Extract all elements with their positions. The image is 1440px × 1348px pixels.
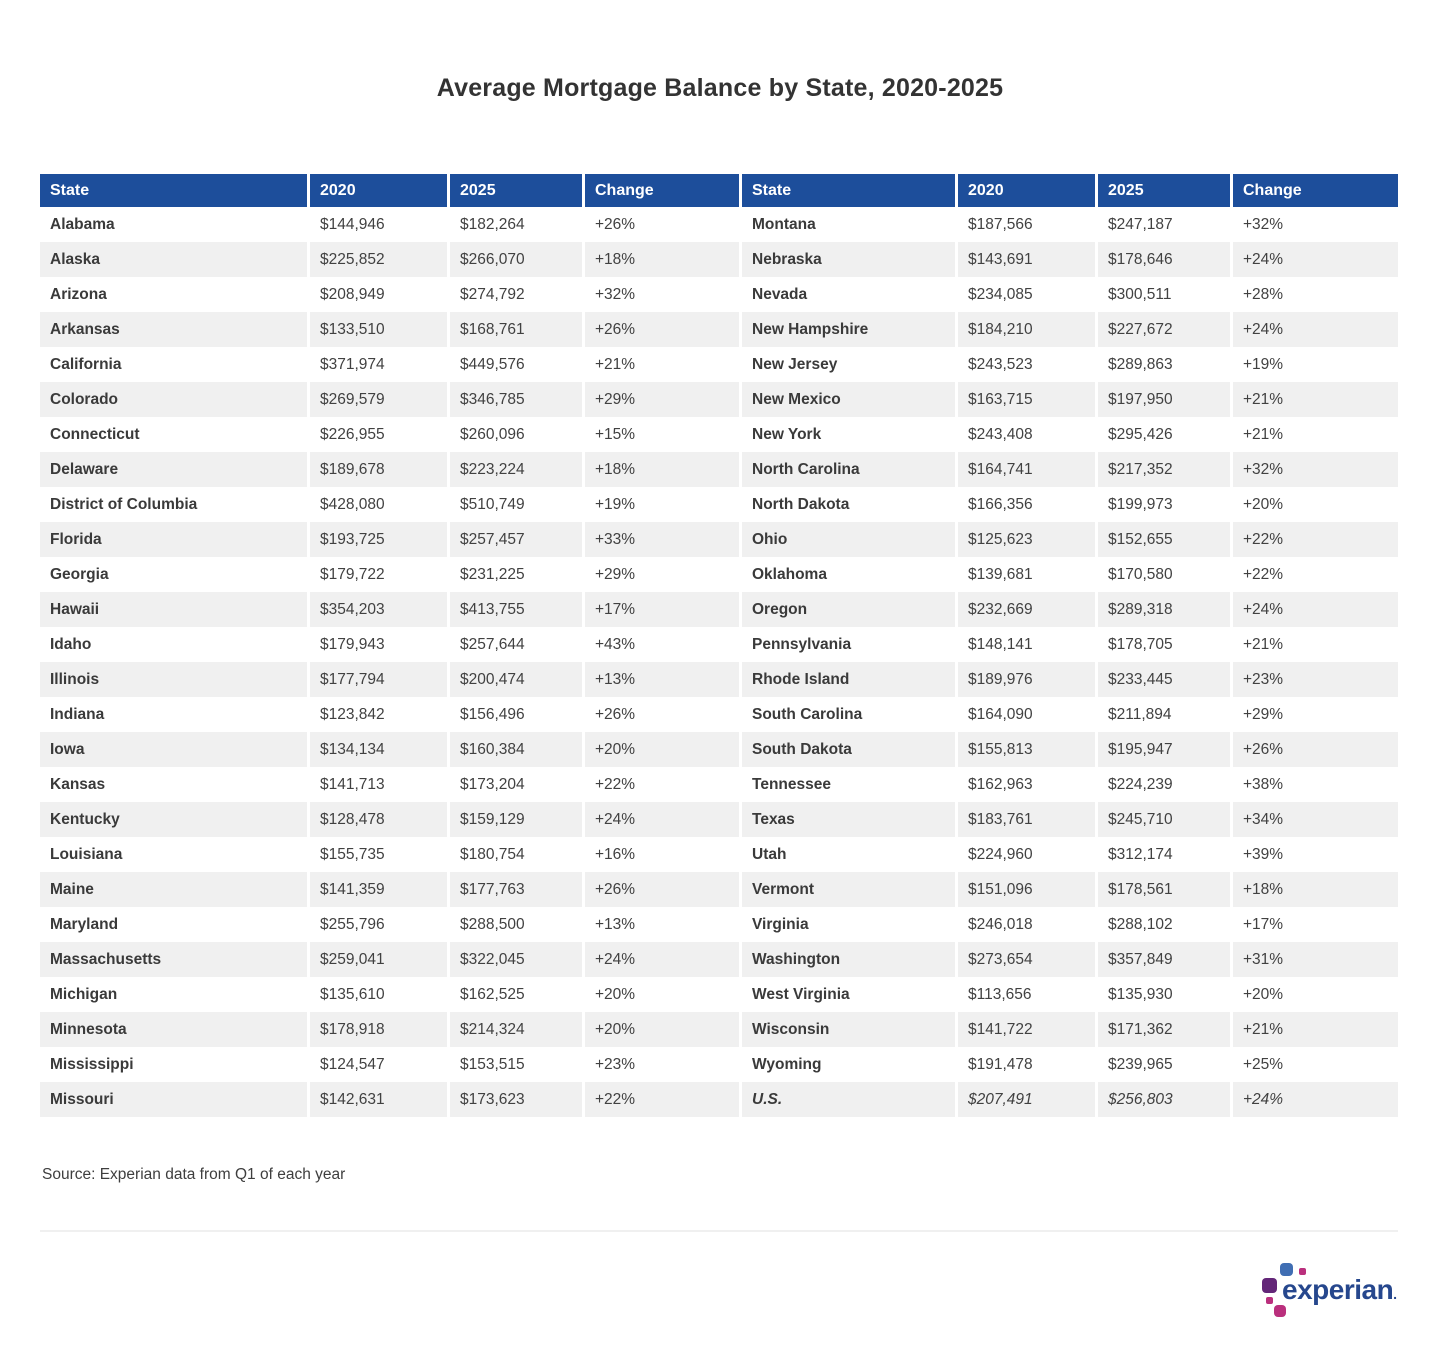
state-cell: Arizona bbox=[40, 277, 310, 312]
table-row bbox=[40, 592, 1398, 627]
state-cell: Pennsylvania bbox=[742, 627, 958, 662]
source-note: Source: Experian data from Q1 of each year bbox=[42, 1166, 346, 1183]
table-row bbox=[40, 417, 1398, 452]
table-header bbox=[40, 174, 1398, 207]
change-cell: +22% bbox=[585, 1082, 742, 1117]
change-cell: +19% bbox=[585, 487, 742, 522]
change-cell: +21% bbox=[1233, 1012, 1398, 1047]
balance-cell: $357,849 bbox=[1098, 942, 1233, 977]
balance-cell: $141,722 bbox=[958, 1012, 1098, 1047]
balance-cell: $133,510 bbox=[310, 312, 450, 347]
change-cell: +13% bbox=[585, 662, 742, 697]
balance-cell: $139,681 bbox=[958, 557, 1098, 592]
state-cell: Illinois bbox=[40, 662, 310, 697]
state-cell: Nebraska bbox=[742, 242, 958, 277]
balance-cell: $124,547 bbox=[310, 1047, 450, 1082]
balance-cell: $226,955 bbox=[310, 417, 450, 452]
table-row bbox=[40, 1012, 1398, 1047]
balance-cell: $243,408 bbox=[958, 417, 1098, 452]
balance-cell: $223,224 bbox=[450, 452, 585, 487]
balance-cell: $162,525 bbox=[450, 977, 585, 1012]
change-cell: +23% bbox=[1233, 662, 1398, 697]
balance-cell: $259,041 bbox=[310, 942, 450, 977]
header-2020-left: 2020 bbox=[310, 174, 450, 207]
balance-cell: $189,678 bbox=[310, 452, 450, 487]
state-cell: Missouri bbox=[40, 1082, 310, 1117]
state-cell: Alabama bbox=[40, 207, 310, 242]
table-row bbox=[40, 977, 1398, 1012]
change-cell: +24% bbox=[1233, 1082, 1398, 1117]
balance-cell: $125,623 bbox=[958, 522, 1098, 557]
balance-cell: $246,018 bbox=[958, 907, 1098, 942]
change-cell: +20% bbox=[585, 977, 742, 1012]
state-cell: North Dakota bbox=[742, 487, 958, 522]
balance-cell: $231,225 bbox=[450, 557, 585, 592]
change-cell: +26% bbox=[585, 872, 742, 907]
state-cell: South Dakota bbox=[742, 732, 958, 767]
balance-cell: $208,949 bbox=[310, 277, 450, 312]
balance-cell: $160,384 bbox=[450, 732, 585, 767]
balance-cell: $148,141 bbox=[958, 627, 1098, 662]
change-cell: +17% bbox=[585, 592, 742, 627]
state-cell: Idaho bbox=[40, 627, 310, 662]
state-cell: Maryland bbox=[40, 907, 310, 942]
experian-logo bbox=[1262, 1263, 1396, 1329]
balance-cell: $162,963 bbox=[958, 767, 1098, 802]
balance-cell: $144,946 bbox=[310, 207, 450, 242]
logo-magenta-square-icon bbox=[1274, 1305, 1286, 1317]
header-change-right: Change bbox=[1233, 174, 1398, 207]
state-cell: Delaware bbox=[40, 452, 310, 487]
balance-cell: $300,511 bbox=[1098, 277, 1233, 312]
state-cell: Louisiana bbox=[40, 837, 310, 872]
table-row bbox=[40, 277, 1398, 312]
state-cell: Oklahoma bbox=[742, 557, 958, 592]
balance-cell: $214,324 bbox=[450, 1012, 585, 1047]
state-cell: Florida bbox=[40, 522, 310, 557]
state-cell: New Mexico bbox=[742, 382, 958, 417]
change-cell: +22% bbox=[1243, 565, 1284, 583]
balance-cell: $207,491 bbox=[958, 1082, 1098, 1117]
logo-trademark-dot: . bbox=[1393, 1286, 1397, 1302]
table-row bbox=[40, 627, 1398, 662]
balance-cell: $449,576 bbox=[450, 347, 585, 382]
balance-cell: $180,754 bbox=[450, 837, 585, 872]
change-cell: +20% bbox=[1243, 495, 1284, 513]
change-cell: +26% bbox=[1233, 732, 1398, 767]
balance-cell: $295,426 bbox=[1098, 417, 1233, 452]
logo-magenta-dot-icon bbox=[1266, 1297, 1273, 1304]
balance-cell: $142,631 bbox=[310, 1082, 450, 1117]
state-cell: Hawaii bbox=[40, 592, 310, 627]
balance-cell: $173,204 bbox=[450, 767, 585, 802]
balance-cell: $123,842 bbox=[310, 697, 450, 732]
balance-cell: $179,722 bbox=[310, 557, 450, 592]
change-cell: +32% bbox=[585, 277, 742, 312]
change-cell: +18% bbox=[585, 242, 742, 277]
change-cell: +18% bbox=[585, 452, 742, 487]
balance-cell: $164,741 bbox=[958, 452, 1098, 487]
balance-cell: $510,749 bbox=[450, 487, 585, 522]
change-cell: +20% bbox=[585, 1012, 742, 1047]
change-cell: +43% bbox=[585, 627, 742, 662]
table-row bbox=[40, 732, 1398, 767]
change-cell: +28% bbox=[1243, 285, 1284, 303]
change-cell: +22% bbox=[1233, 522, 1398, 557]
state-cell: Colorado bbox=[40, 382, 310, 417]
table-body bbox=[40, 207, 1398, 1117]
balance-cell: $211,894 bbox=[1098, 697, 1233, 732]
state-cell: Connecticut bbox=[40, 417, 310, 452]
balance-cell: $151,096 bbox=[958, 872, 1098, 907]
balance-cell: $217,352 bbox=[1098, 452, 1233, 487]
state-cell: Vermont bbox=[742, 872, 958, 907]
balance-cell: $178,705 bbox=[1098, 627, 1233, 662]
state-cell: U.S. bbox=[742, 1082, 958, 1117]
change-cell: +24% bbox=[585, 802, 742, 837]
table-row bbox=[40, 942, 1398, 977]
state-cell: Nevada bbox=[742, 277, 958, 312]
balance-cell: $371,974 bbox=[310, 347, 450, 382]
balance-cell: $184,210 bbox=[958, 312, 1098, 347]
table-row bbox=[40, 697, 1398, 732]
balance-cell: $233,445 bbox=[1098, 662, 1233, 697]
header-state-right: State bbox=[742, 174, 958, 207]
balance-cell: $178,561 bbox=[1098, 872, 1233, 907]
change-cell: +29% bbox=[585, 382, 742, 417]
state-cell: Tennessee bbox=[742, 767, 958, 802]
balance-cell: $224,239 bbox=[1098, 767, 1233, 802]
balance-cell: $183,761 bbox=[958, 802, 1098, 837]
change-cell: +18% bbox=[1233, 872, 1398, 907]
change-cell: +33% bbox=[585, 522, 742, 557]
balance-cell: $288,500 bbox=[450, 907, 585, 942]
balance-cell: $134,134 bbox=[310, 732, 450, 767]
balance-cell: $257,457 bbox=[450, 522, 585, 557]
balance-cell: $143,691 bbox=[958, 242, 1098, 277]
header-2020-right: 2020 bbox=[958, 174, 1098, 207]
balance-cell: $195,947 bbox=[1098, 732, 1233, 767]
header-row bbox=[40, 174, 1398, 207]
balance-cell: $255,796 bbox=[310, 907, 450, 942]
balance-cell: $273,654 bbox=[958, 942, 1098, 977]
header-2025-left: 2025 bbox=[450, 174, 585, 207]
page-title: Average Mortgage Balance by State, 2020-2025 bbox=[436, 74, 1004, 102]
balance-cell: $141,713 bbox=[310, 767, 450, 802]
change-cell: +39% bbox=[1243, 845, 1284, 863]
balance-cell: $177,794 bbox=[310, 662, 450, 697]
table-row bbox=[40, 767, 1398, 802]
balance-cell: $197,950 bbox=[1098, 382, 1233, 417]
change-cell: +21% bbox=[1243, 425, 1284, 443]
balance-cell: $170,580 bbox=[1098, 557, 1233, 592]
state-cell: North Carolina bbox=[742, 452, 958, 487]
change-cell: +17% bbox=[1243, 915, 1284, 933]
balance-cell: $155,735 bbox=[310, 837, 450, 872]
balance-cell: $182,264 bbox=[450, 207, 585, 242]
state-cell: Montana bbox=[742, 207, 958, 242]
table-row bbox=[40, 312, 1398, 347]
balance-cell: $243,523 bbox=[958, 347, 1098, 382]
balance-cell: $260,096 bbox=[450, 417, 585, 452]
change-cell: +26% bbox=[585, 312, 742, 347]
balance-cell: $227,672 bbox=[1098, 312, 1233, 347]
table-row bbox=[40, 487, 1398, 522]
balance-cell: $274,792 bbox=[450, 277, 585, 312]
balance-cell: $177,763 bbox=[450, 872, 585, 907]
state-cell: Michigan bbox=[40, 977, 310, 1012]
balance-cell: $153,515 bbox=[450, 1047, 585, 1082]
change-cell: +38% bbox=[1243, 775, 1284, 793]
table-row bbox=[40, 802, 1398, 837]
change-cell: +25% bbox=[1243, 1055, 1284, 1073]
header-change-left: Change bbox=[585, 174, 742, 207]
change-cell: +13% bbox=[585, 907, 742, 942]
change-cell: +21% bbox=[1233, 382, 1398, 417]
balance-cell: $256,803 bbox=[1098, 1082, 1233, 1117]
balance-cell: $193,725 bbox=[310, 522, 450, 557]
balance-cell: $247,187 bbox=[1098, 207, 1233, 242]
state-cell: Washington bbox=[742, 942, 958, 977]
footer-divider bbox=[40, 1230, 1398, 1232]
state-cell: Iowa bbox=[40, 732, 310, 767]
change-cell: +32% bbox=[1243, 215, 1284, 233]
change-cell: +29% bbox=[1243, 705, 1284, 723]
change-cell: +23% bbox=[585, 1047, 742, 1082]
balance-cell: $135,930 bbox=[1098, 977, 1233, 1012]
change-cell: +15% bbox=[585, 417, 742, 452]
table-row bbox=[40, 907, 1398, 942]
change-cell: +34% bbox=[1233, 802, 1398, 837]
balance-cell: $141,359 bbox=[310, 872, 450, 907]
state-cell: Rhode Island bbox=[742, 662, 958, 697]
balance-cell: $257,644 bbox=[450, 627, 585, 662]
state-cell: New Jersey bbox=[742, 347, 958, 382]
balance-cell: $173,623 bbox=[450, 1082, 585, 1117]
balance-cell: $200,474 bbox=[450, 662, 585, 697]
balance-cell: $269,579 bbox=[310, 382, 450, 417]
balance-cell: $152,655 bbox=[1098, 522, 1233, 557]
header-2025-right: 2025 bbox=[1098, 174, 1233, 207]
balance-cell: $156,496 bbox=[450, 697, 585, 732]
state-cell: Utah bbox=[742, 837, 958, 872]
table-row bbox=[40, 872, 1398, 907]
balance-cell: $155,813 bbox=[958, 732, 1098, 767]
state-cell: Wyoming bbox=[742, 1047, 958, 1082]
experian-logo-text: experian. bbox=[1282, 1274, 1397, 1305]
state-cell: Ohio bbox=[742, 522, 958, 557]
state-cell: Massachusetts bbox=[40, 942, 310, 977]
header-state-left: State bbox=[40, 174, 310, 207]
change-cell: +20% bbox=[1243, 985, 1284, 1003]
state-cell: Oregon bbox=[742, 592, 958, 627]
change-cell: +19% bbox=[1243, 355, 1284, 373]
change-cell: +24% bbox=[1233, 242, 1398, 277]
state-cell: California bbox=[40, 347, 310, 382]
table-container bbox=[40, 174, 1398, 1117]
balance-cell: $178,918 bbox=[310, 1012, 450, 1047]
balance-cell: $413,755 bbox=[450, 592, 585, 627]
balance-cell: $266,070 bbox=[450, 242, 585, 277]
balance-cell: $232,669 bbox=[958, 592, 1098, 627]
balance-cell: $289,318 bbox=[1098, 592, 1233, 627]
balance-cell: $164,090 bbox=[958, 697, 1098, 732]
balance-cell: $245,710 bbox=[1098, 802, 1233, 837]
state-cell: Virginia bbox=[742, 907, 958, 942]
state-cell: New York bbox=[742, 417, 958, 452]
change-cell: +24% bbox=[1233, 592, 1398, 627]
table-row bbox=[40, 207, 1398, 242]
balance-cell: $234,085 bbox=[958, 277, 1098, 312]
logo-purple-square-icon bbox=[1262, 1278, 1277, 1293]
table-row bbox=[40, 662, 1398, 697]
state-cell: Wisconsin bbox=[742, 1012, 958, 1047]
change-cell: +21% bbox=[1243, 635, 1284, 653]
balance-cell: $289,863 bbox=[1098, 347, 1233, 382]
balance-cell: $346,785 bbox=[450, 382, 585, 417]
balance-cell: $159,129 bbox=[450, 802, 585, 837]
balance-cell: $166,356 bbox=[958, 487, 1098, 522]
table-row bbox=[40, 347, 1398, 382]
change-cell: +24% bbox=[1233, 312, 1398, 347]
balance-cell: $191,478 bbox=[958, 1047, 1098, 1082]
balance-cell: $239,965 bbox=[1098, 1047, 1233, 1082]
state-cell: Minnesota bbox=[40, 1012, 310, 1047]
state-cell: New Hampshire bbox=[742, 312, 958, 347]
table-row bbox=[40, 242, 1398, 277]
state-cell: South Carolina bbox=[742, 697, 958, 732]
change-cell: +29% bbox=[585, 557, 742, 592]
table-row bbox=[40, 1082, 1398, 1117]
change-cell: +26% bbox=[585, 207, 742, 242]
state-cell: Kansas bbox=[40, 767, 310, 802]
balance-cell: $179,943 bbox=[310, 627, 450, 662]
change-cell: +26% bbox=[585, 697, 742, 732]
state-cell: Georgia bbox=[40, 557, 310, 592]
state-cell: Mississippi bbox=[40, 1047, 310, 1082]
balance-cell: $113,656 bbox=[958, 977, 1098, 1012]
balance-cell: $428,080 bbox=[310, 487, 450, 522]
balance-cell: $178,646 bbox=[1098, 242, 1233, 277]
balance-cell: $312,174 bbox=[1098, 837, 1233, 872]
change-cell: +20% bbox=[585, 732, 742, 767]
state-cell: Alaska bbox=[40, 242, 310, 277]
mortgage-table bbox=[40, 174, 1398, 1117]
state-cell: West Virginia bbox=[742, 977, 958, 1012]
balance-cell: $199,973 bbox=[1098, 487, 1233, 522]
change-cell: +32% bbox=[1233, 452, 1398, 487]
balance-cell: $288,102 bbox=[1098, 907, 1233, 942]
table-row bbox=[40, 557, 1398, 592]
balance-cell: $322,045 bbox=[450, 942, 585, 977]
balance-cell: $163,715 bbox=[958, 382, 1098, 417]
state-cell: Texas bbox=[742, 802, 958, 837]
balance-cell: $187,566 bbox=[958, 207, 1098, 242]
change-cell: +31% bbox=[1233, 942, 1398, 977]
state-cell: Indiana bbox=[40, 697, 310, 732]
change-cell: +21% bbox=[585, 347, 742, 382]
balance-cell: $135,610 bbox=[310, 977, 450, 1012]
balance-cell: $171,362 bbox=[1098, 1012, 1233, 1047]
change-cell: +16% bbox=[585, 837, 742, 872]
table-row bbox=[40, 452, 1398, 487]
balance-cell: $354,203 bbox=[310, 592, 450, 627]
balance-cell: $224,960 bbox=[958, 837, 1098, 872]
change-cell: +22% bbox=[585, 767, 742, 802]
table-row bbox=[40, 382, 1398, 417]
balance-cell: $189,976 bbox=[958, 662, 1098, 697]
table-row bbox=[40, 522, 1398, 557]
table-row bbox=[40, 837, 1398, 872]
balance-cell: $128,478 bbox=[310, 802, 450, 837]
state-cell: Arkansas bbox=[40, 312, 310, 347]
state-cell: Kentucky bbox=[40, 802, 310, 837]
balance-cell: $168,761 bbox=[450, 312, 585, 347]
table-row bbox=[40, 1047, 1398, 1082]
change-cell: +24% bbox=[585, 942, 742, 977]
state-cell: Maine bbox=[40, 872, 310, 907]
state-cell: District of Columbia bbox=[40, 487, 310, 522]
balance-cell: $225,852 bbox=[310, 242, 450, 277]
